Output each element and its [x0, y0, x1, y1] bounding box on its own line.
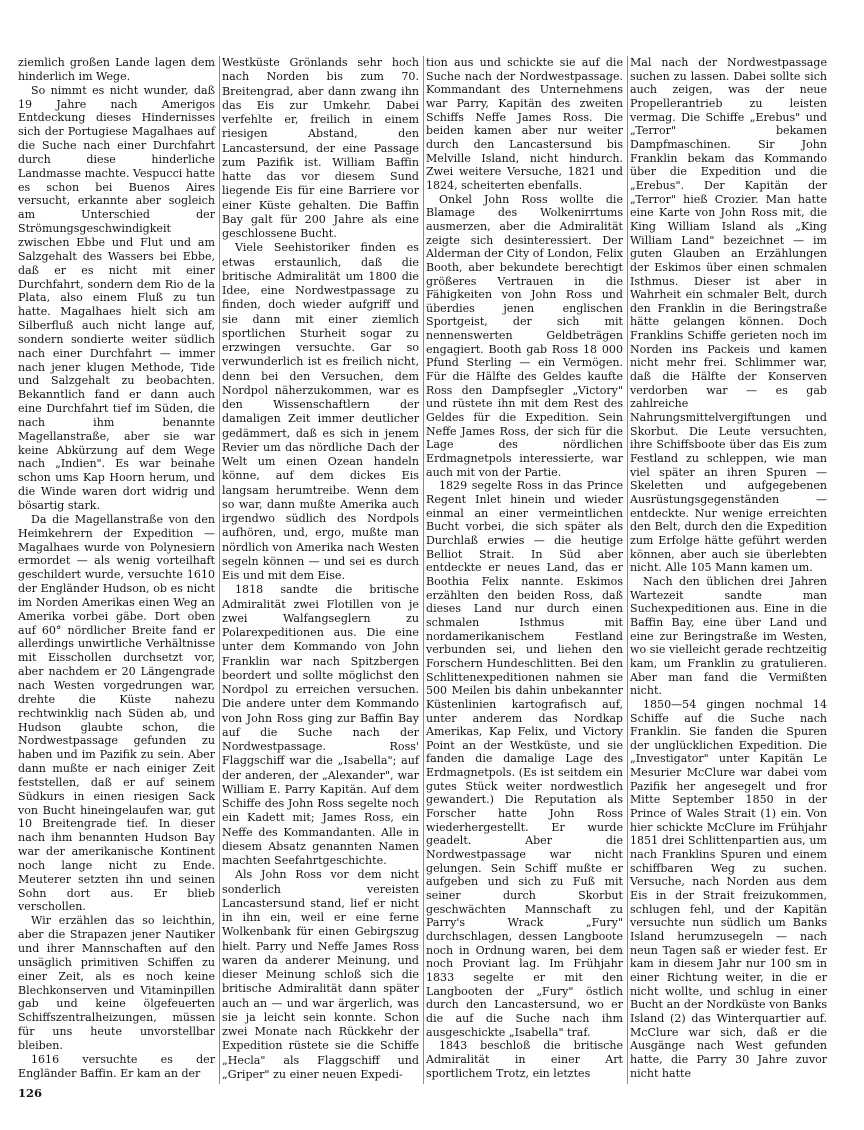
- paragraph: Da die Magellanstraße von den Heimkehrern der Expedition — Magalhaes wurde von Polynesiern ermordet — als wenig vorteilhaft geschildert wurde, versuchte 1610 der Engländer Hudson, ob es nicht im Norden Amerikas einen Weg an Amerika vorbei gäbe. Dort oben auf 60° nördlicher Breite fand er allerdings unwirtliche Verhältnisse mit Eisschollen durchsetzt vor, aber nachdem er 20 Längengrade nach Westen vorgedrungen war, drehte die Küste nahezu rechtwinklig nach Süden ab, und Hudson glaubte schon, die Nordwestpassage gefunden zu haben und im Pazifik zu sein. Aber dann mußte er nach einiger Zeit feststellen, daß er auf seinem Südkurs in einen riesigen Sack von Bucht hineingelaufen war, gut 10 Breitengrade tief. In dieser nach ihm benannten Hudson Bay war der amerikanische Kontinent noch lange nicht zu Ende. Meuterer setzten ihn und seinen Sohn dort aus. Er blieb verschollen.: [18, 512, 215, 914]
- paragraph: ziemlich großen Lande lagen dem hinderlich im Wege.: [18, 56, 215, 83]
- paragraph: 1818 sandte die britische Admiralität zwei Flotillen von je zwei Walfangseglern zu Polarexpeditionen aus. Die eine unter dem Kommando von John Franklin war nach Spitzbergen beordert und sollte möglichst den Nordpol zu erreichen versuchen. Die andere unter dem Kommando von John Ross ging zur Baffin Bay auf die Suche nach der Nordwestpassage. Ross' Flaggschiff war die „Isabella"; auf der anderen, der „Alexander", war William E. Parry Kapitän. Auf dem Schiffe des John Ross segelte noch ein Kadett mit; James Ross, ein Neffe des Kommandanten. Alle in diesem Absatz genannten Namen machten Seefahrtgeschichte.: [222, 583, 419, 867]
- column-rule: [627, 56, 628, 1084]
- paragraph: Als John Ross vor dem nicht sonderlich vereisten Lancastersund stand, lief er nicht in ihn ein, weil er eine ferne Wolkenbank für einen Gebirgszug hielt. Parry und Neffe James Ross waren da anderer Meinung, und dieser Meinung schloß sich die britische Admiralität dann später auch an — und war ärgerlich, was sie ja leicht sein konnte. Schon zwei Monate nach Rückkehr der Expedition rüstete sie die Schiffe „Hecla" als Flaggschiff und „Griper" zu einer neuen Expedi-: [222, 868, 419, 1081]
- paragraph: Wir erzählen das so leichthin, aber die Strapazen jener Nautiker und ihrer Mannschaften auf den unsäglich primitiven Schiffen zu einer Zeit, als es noch keine Blechkonserven und Vitaminpillen gab und keine ölgefeuerten Schiffszentralheizungen, müssen für uns heute unvorstellbar bleiben.: [18, 914, 215, 1052]
- paragraph: tion aus und schickte sie auf die Suche nach der Nordwestpassage. Kommandant des Unternehmens war Parry, Kapitän des zweiten Schiffs Neffe James Ross. Die beiden kamen aber nur weiter durch den Lancastersund bis Melville Island, nicht hindurch. Zwei weitere Versuche, 1821 und 1824, scheiterten ebenfalls.: [426, 56, 623, 192]
- paragraph: Mal nach der Nordwestpassage suchen zu lassen. Dabei sollte sich auch zeigen, was der neue Propellerantrieb zu leisten vermag. Die Schiffe „Erebus" und „Terror" bekamen Dampfmaschinen. Sir John Franklin bekam das Kommando über die Expedition und die „Erebus". Der Kapitän der „Terror" hieß Crozier. Man hatte eine Karte von John Ross mit, die King William Island als „King William Land" bezeichnet — im guten Glauben an Erzählungen der Eskimos über einen schmalen Isthmus. Dieser ist aber in Wahrheit ein schmaler Belt, durch den Franklin in die Beringstraße hätte gelangen können. Doch Franklins Schiffe gerieten noch im Norden ins Packeis und kamen nicht mehr frei. Schlimmer war, daß die Hälfte der Konserven verdorben war — es gab zahlreiche Nahrungsmittelvergiftungen und Skorbut. Die Leute versuchten, ihre Schiffsboote über das Eis zum Festland zu schleppen, wie man viel später an ihren Spuren — Skeletten und aufgegebenen Ausrüstungsgegenständen — entdeckte. Nur wenige erreichten den Belt, durch den die Expedition zum Erfolge hätte geführt werden können, aber auch sie überlebten nicht. Alle 105 Mann kamen um.: [630, 56, 827, 575]
- paragraph: Westküste Grönlands sehr hoch nach Norden bis zum 70. Breitengrad, aber dann zwang ihn das Eis zur Umkehr. Dabei verfehlte er, freilich in einem riesigen Abstand, den Lancastersund, der eine Passage zum Pazifik ist. William Baffin hatte das vor diesem Sund liegende Eis für eine Barriere vor einer Küste gehalten. Die Baffin Bay galt für 200 Jahre als eine geschlossene Bucht.: [222, 56, 419, 240]
- paragraph: 1829 segelte Ross in das Prince Regent Inlet hinein und wieder einmal an einer vermeintlichen Bucht vorbei, die sich später als Durchlaß erwies — die heutige Belliot Strait. In Süd aber entdeckte er neues Land, das er Boothia Felix nannte. Eskimos erzählten den beiden Ross, daß dieses Land nur durch einen schmalen Isthmus mit nordamerikanischem Festland verbunden sei, und liehen den Forschern Hundeschlitten. Bei den Schlittenexpeditionen nahmen sie 500 Meilen bis dahin unbekannter Küstenlinien kartografisch auf, unter anderem das Nordkap Amerikas, Kap Felix, und Victory Point an der Westküste, und sie fanden die damalige Lage des Erdmagnetpols. (Es ist seitdem ein gutes Stück weiter nordwestlich gewandert.) Die Reputation als Forscher hatte John Ross wiederhergestellt. Er wurde geadelt. Aber die Nordwestpassage war nicht gelungen. Sein Schiff mußte er aufgeben und sich zu Fuß mit seiner durch Skorbut geschwächten Mannschaft zu Parry's Wrack „Fury" durchschlagen, dessen Langboote noch in Ordnung waren, bei dem noch Proviant lag. Im Frühjahr 1833 segelte er mit den Langbooten der „Fury" östlich durch den Lancastersund, wo er die auf die Suche nach ihm ausgeschickte „Isabella" traf.: [426, 479, 623, 1039]
- paragraph: Nach den üblichen drei Jahren Wartezeit sandte man Suchexpeditionen aus. Eine in die Baffin Bay, eine über Land und eine zur Beringstraße im Westen, wo sie vielleicht gerade rechtzeitig kam, um Franklin zu gratulieren. Aber man fand die Vermißten nicht.: [630, 574, 827, 698]
- text-column-3: [426, 56, 623, 1080]
- column-rule: [219, 56, 220, 1084]
- text-column-2: [222, 56, 419, 1082]
- paragraph: Viele Seehistoriker finden es etwas erstaunlich, daß die britische Admiralität um 1800 die Idee, eine Nordwestpassage zu finden, doch wieder aufgriff und sie dann mit einer ziemlich sportlichen Sturheit sogar zu erzwingen versuchte. Gar so verwunderlich ist es freilich nicht, denn bei den Versuchen, dem Nordpol näherzukommen, war es den Wissenschaftlern der damaligen Zeit immer deutlicher gedämmert, daß es sich in jenem Revier um das nördliche Dach der Welt um einen Ozean handeln könne, auf dem dickes Eis langsam herumtreibe. Wenn dem so war, dann mußte Amerika auch irgendwo südlich des Nordpols aufhören, und, ergo, mußte man nördlich von Amerika nach Westen segeln können — und sei es durch Eis und mit dem Eise.: [222, 241, 419, 582]
- page-number: 126: [18, 1086, 43, 1100]
- paragraph: So nimmt es nicht wunder, daß 19 Jahre nach Amerigos Entdeckung dieses Hindernisses sich der Portugiese Magalhaes auf die Suche nach einer Durchfahrt durch diese hinderliche Landmasse machte. Vespucci hatte es schon bei Buenos Aires versucht, erkannte aber sogleich am Unterschied der Strömungsgeschwindigkeit zwischen Ebbe und Flut und am Salzgehalt des Wassers bei Ebbe, daß er es nicht mit einer Durchfahrt, sondern dem Rio de la Plata, also einem Fluß zu tun hatte. Magalhaes hielt sich am Silberfluß auch nicht lange auf, sondern sondierte weiter südlich nach einer Durchfahrt — immer nach jener klugen Methode, Tide und Salzgehalt zu beobachten. Bekanntlich fand er dann auch eine Durchfahrt tief im Süden, die nach ihm benannte Magellanstraße, aber sie war keine Abkürzung auf dem Wege nach „Indien". Es war beinahe schon ums Kap Hoorn herum, und die Winde waren dort widrig und bösartig stark.: [18, 83, 215, 512]
- paragraph: Onkel John Ross wollte die Blamage des Wolkenirrtums ausmerzen, aber die Admiralität zeigte sich desinteressiert. Der Alderman der City of London, Felix Booth, aber bekundete berechtigt größeres Vertrauen in die Fähigkeiten von John Ross und überdies jenen englischen Sportgeist, der sich mit nennenswerten Geldbeträgen engagiert. Booth gab Ross 18 000 Pfund Sterling — ein Vermögen. Für die Hälfte des Geldes kaufte Ross den Dampfsegler „Victory" und rüstete ihn mit dem Rest des Geldes für die Expedition. Sein Neffe James Ross, der sich für die Lage des nördlichen Erdmagnetpols interessierte, war auch mit von der Partie.: [426, 192, 623, 479]
- paragraph: 1616 versuchte es der Engländer Baffin. Er kam an der: [18, 1052, 215, 1080]
- paragraph: 1843 beschloß die britische Admiralität in einer Art sportlichem Trotz, ein letztes: [426, 1039, 623, 1080]
- text-column-4: [630, 56, 827, 1080]
- column-rule: [423, 56, 424, 1084]
- text-column-1: [18, 56, 215, 1080]
- paragraph: 1850—54 gingen nochmal 14 Schiffe auf die Suche nach Franklin. Sie fanden die Spuren der unglücklichen Expedition. Die „Investigator" unter Kapitän Le Mesurier McClure war dabei vom Pazifik her angesegelt und fror Mitte September 1850 in der Prince of Wales Strait (1) ein. Von hier schickte McClure im Frühjahr 1851 drei Schlittenpartien aus, um nach Franklins Spuren und einem schiffbaren Weg zu suchen. Versuche, nach Norden aus dem Eis in der Strait freizukommen, schlugen fehl, und der Kapitän versuchte nun südlich um Banks Island herumzusegeln — nach neun Tagen saß er wieder fest. Er kam in diesem Jahr nur 100 sm in einer Richtung weiter, in die er nicht wollte, und schlug in einer Bucht an der Nordküste von Banks Island (2) das Winterquartier auf. McClure war sich, daß er die Ausgänge nach West gefunden hatte, die Parry 30 Jahre zuvor nicht hatte: [630, 697, 827, 1080]
